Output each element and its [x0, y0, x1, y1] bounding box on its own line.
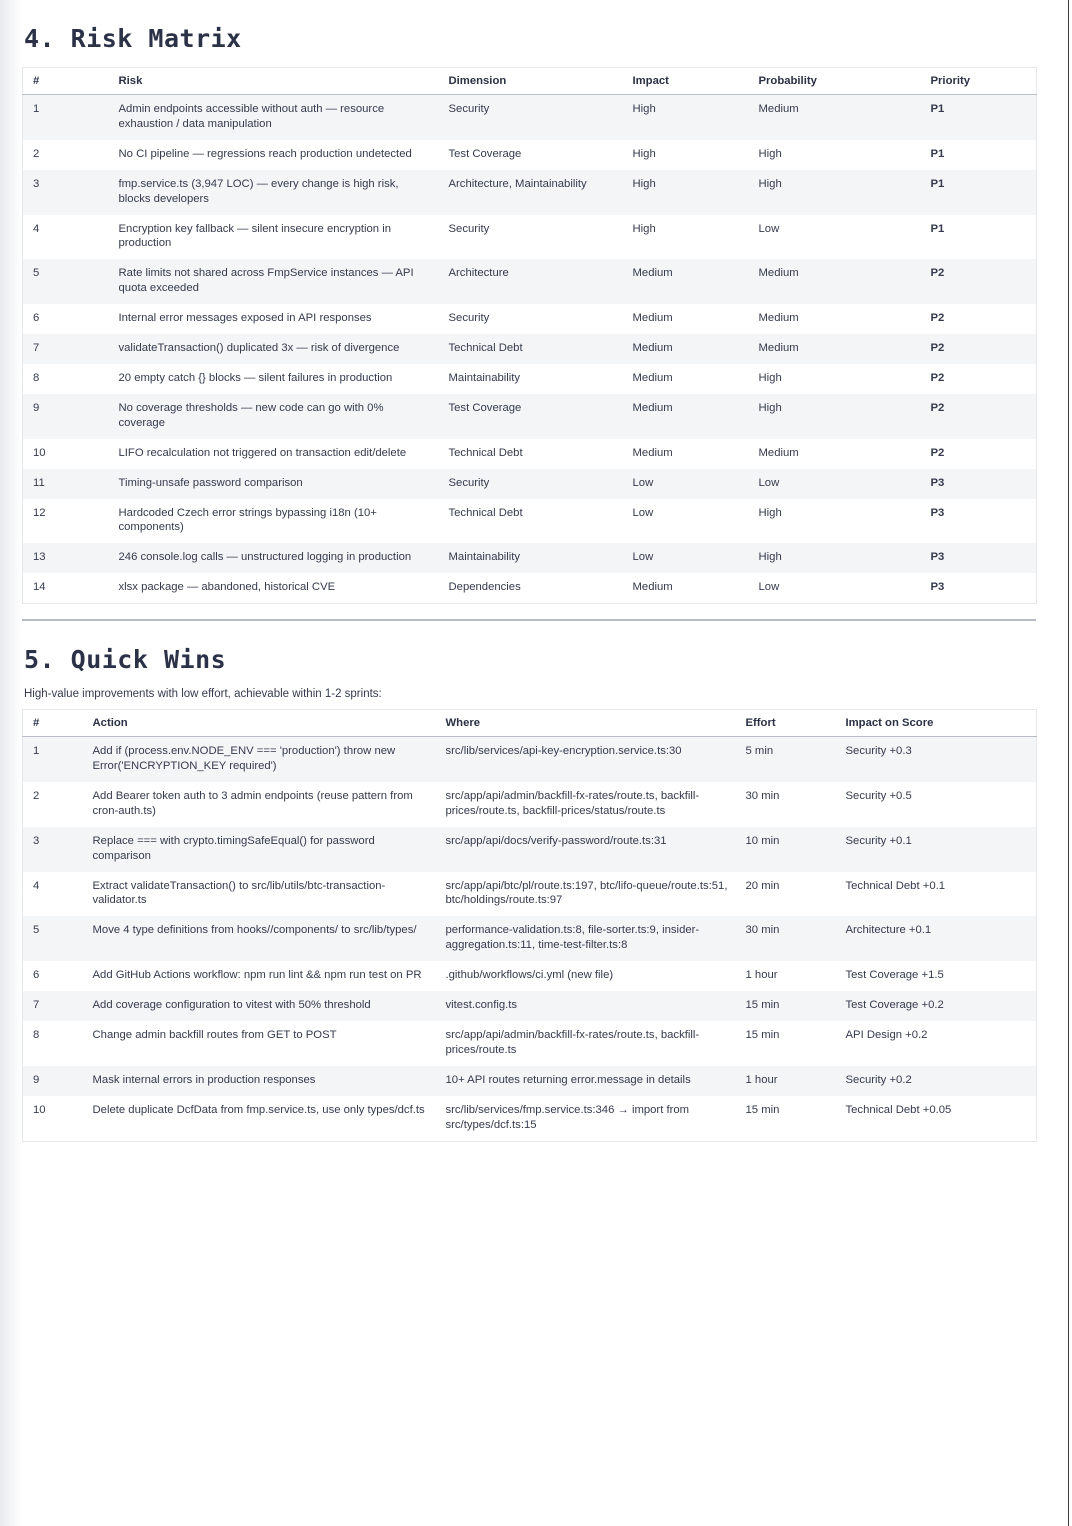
cell-number: 5	[33, 267, 40, 280]
cell-action: Replace === with crypto.timingSafeEqual() for password comparison	[92, 834, 375, 862]
cell-impact: High	[632, 147, 656, 160]
section-heading-risk-matrix: 4. Risk Matrix	[24, 24, 242, 53]
table-row	[23, 140, 1037, 170]
quick-wins-table	[22, 709, 1037, 1141]
cell-effort: 20 min	[745, 879, 780, 892]
column-header-number: #	[23, 710, 83, 737]
cell-priority: P3	[930, 506, 945, 519]
cell-priority: P2	[930, 446, 945, 459]
quick-wins-intro-text: High-value improvements with low effort, achievable within 1-2 sprints:	[24, 688, 382, 701]
table-row	[23, 394, 1037, 439]
cell-action: Add coverage configuration to vitest with 50% threshold	[92, 999, 371, 1012]
table-row	[23, 543, 1037, 573]
cell-dimension: Technical Debt	[448, 342, 523, 355]
cell-probability: Medium	[758, 103, 799, 115]
cell-number: 12	[33, 506, 46, 519]
cell-impact: Medium	[632, 312, 673, 325]
table-header-row	[23, 710, 1037, 737]
cell-impact-on-score: Test Coverage +0.2	[845, 999, 944, 1012]
cell-probability: Low	[758, 476, 780, 489]
cell-number: 2	[33, 789, 40, 802]
cell-number: 8	[33, 371, 40, 384]
cell-effort: 30 min	[745, 789, 780, 802]
cell-number: 14	[33, 581, 46, 594]
section-heading-quick-wins: 5. Quick Wins	[24, 645, 227, 675]
cell-action: Move 4 type definitions from hooks//components/ to src/lib/types/	[92, 924, 417, 937]
cell-dimension: Technical Debt	[448, 506, 523, 519]
cell-action: Add Bearer token auth to 3 admin endpoints (reuse pattern from cron-auth.ts)	[92, 789, 413, 817]
cell-action: Delete duplicate DcfData from fmp.service.ts, use only types/dcf.ts	[92, 1103, 425, 1116]
cell-risk: No CI pipeline — regressions reach production undetected	[118, 147, 412, 160]
cell-number: 6	[33, 312, 40, 325]
cell-priority: P1	[930, 222, 945, 235]
cell-action: Change admin backfill routes from GET to POST	[92, 1029, 337, 1041]
cell-where: src/app/api/btc/pl/route.ts:197, btc/lifo-queue/route.ts:51, btc/holdings/route.ts:97	[445, 879, 728, 907]
cell-priority: P1	[930, 147, 945, 160]
cell-impact: High	[632, 222, 656, 235]
table-row	[23, 259, 1037, 304]
cell-number: 2	[33, 147, 40, 160]
cell-number: 3	[33, 177, 40, 190]
table-header-row	[23, 68, 1037, 95]
cell-impact-on-score: Security +0.5	[845, 789, 912, 802]
cell-number: 6	[33, 969, 40, 982]
cell-number: 7	[33, 342, 40, 355]
cell-probability: High	[758, 371, 782, 384]
column-header-where: Where	[436, 710, 736, 737]
cell-priority: P3	[930, 476, 945, 489]
cell-risk: Internal error messages exposed in API responses	[118, 312, 372, 325]
cell-dimension: Security	[448, 103, 490, 115]
table-row	[23, 439, 1037, 469]
cell-effort: 15 min	[745, 1103, 780, 1116]
cell-number: 13	[33, 551, 46, 564]
cell-impact-on-score: Test Coverage +1.5	[845, 969, 944, 982]
cell-probability: Medium	[758, 267, 799, 280]
cell-impact-on-score: Technical Debt +0.05	[845, 1103, 952, 1116]
cell-probability: Medium	[758, 446, 799, 459]
cell-where: vitest.config.ts	[445, 999, 518, 1012]
table-row	[23, 1096, 1037, 1141]
cell-priority: P2	[930, 401, 945, 414]
risk-matrix-table-header	[23, 68, 1037, 95]
cell-impact-on-score: Security +0.2	[845, 1073, 912, 1086]
table-row	[23, 961, 1037, 991]
cell-where: src/app/api/admin/backfill-fx-rates/route.ts, backfill-prices/route.ts	[445, 1029, 700, 1056]
cell-risk: Encryption key fallback — silent insecure encryption in production	[118, 222, 392, 250]
cell-impact: Low	[632, 506, 654, 519]
cell-priority: P2	[930, 267, 945, 280]
table-row	[23, 469, 1037, 499]
column-header-number: #	[23, 68, 109, 95]
cell-where: 10+ API routes returning error.message in details	[445, 1073, 691, 1086]
column-header-risk: Risk	[109, 68, 439, 95]
cell-dimension: Architecture, Maintainability	[448, 177, 587, 190]
cell-risk: Rate limits not shared across FmpService instances — API quota exceeded	[118, 267, 414, 295]
cell-priority: P3	[930, 551, 945, 564]
cell-action: Extract validateTransaction() to src/lib/utils/btc-transaction-validator.ts	[92, 879, 386, 907]
cell-impact: Medium	[632, 371, 673, 384]
table-row	[23, 573, 1037, 603]
table-row	[23, 170, 1037, 215]
cell-risk: 246 console.log calls — unstructured logging in production	[118, 551, 412, 564]
cell-dimension: Security	[448, 312, 490, 325]
cell-risk: validateTransaction() duplicated 3x — risk of divergence	[118, 342, 400, 355]
cell-impact-on-score: Security +0.1	[845, 834, 912, 847]
cell-impact: Medium	[632, 581, 673, 594]
column-header-effort: Effort	[736, 710, 836, 737]
cell-probability: High	[758, 147, 782, 160]
table-row	[23, 1066, 1037, 1096]
quick-wins-table-body	[23, 737, 1037, 1141]
cell-impact-on-score: Technical Debt +0.1	[845, 879, 946, 892]
cell-effort: 5 min	[745, 745, 774, 758]
cell-risk: fmp.service.ts (3,947 LOC) — every change is high risk, blocks developers	[118, 177, 399, 205]
column-header-dimension: Dimension	[439, 68, 623, 95]
cell-effort: 30 min	[745, 924, 780, 937]
cell-effort: 1 hour	[745, 969, 778, 982]
cell-dimension: Maintainability	[448, 371, 521, 384]
cell-effort: 10 min	[745, 834, 780, 847]
cell-where: src/app/api/admin/backfill-fx-rates/route.ts, backfill-prices/route.ts, backfill-prices/status/route.ts	[445, 789, 700, 817]
column-header-impact: Impact	[623, 68, 749, 95]
cell-dimension: Security	[448, 222, 490, 235]
risk-matrix-table-body	[23, 95, 1037, 604]
cell-number: 7	[33, 999, 40, 1012]
cell-number: 3	[33, 834, 40, 847]
table-row	[23, 304, 1037, 334]
cell-probability: Low	[758, 581, 780, 594]
cell-priority: P1	[930, 177, 945, 190]
cell-probability: Medium	[758, 312, 799, 325]
cell-dimension: Technical Debt	[448, 446, 523, 459]
table-row	[23, 872, 1037, 917]
cell-number: 4	[33, 879, 40, 892]
cell-number: 1	[33, 103, 40, 115]
cell-impact: High	[632, 103, 656, 115]
cell-probability: High	[758, 401, 782, 414]
cell-impact: High	[632, 177, 656, 190]
table-row	[23, 991, 1037, 1021]
cell-dimension: Security	[448, 476, 490, 489]
table-row	[23, 215, 1037, 260]
cell-number: 1	[33, 745, 40, 758]
risk-matrix-table	[22, 67, 1037, 604]
cell-effort: 15 min	[745, 1029, 780, 1041]
cell-dimension: Test Coverage	[448, 401, 522, 414]
table-row	[23, 499, 1037, 544]
cell-number: 10	[33, 1103, 46, 1116]
cell-risk: Hardcoded Czech error strings bypassing i18n (10+ components)	[118, 506, 377, 534]
cell-priority: P3	[930, 581, 945, 594]
table-row	[23, 737, 1037, 782]
cell-impact: Medium	[632, 401, 673, 414]
cell-effort: 15 min	[745, 999, 780, 1012]
cell-probability: Medium	[758, 342, 799, 355]
table-row	[23, 916, 1037, 961]
cell-where: performance-validation.ts:8, file-sorter.ts:9, insider-aggregation.ts:11, time-test-filter.ts:8	[445, 924, 700, 952]
cell-risk: No coverage thresholds — new code can go with 0% coverage	[118, 401, 384, 429]
cell-impact-on-score: API Design +0.2	[845, 1029, 928, 1041]
cell-where: src/app/api/docs/verify-password/route.ts:31	[445, 834, 667, 847]
cell-number: 11	[33, 476, 45, 489]
cell-where: src/lib/services/fmp.service.ts:346 → import from src/types/dcf.ts:15	[445, 1103, 690, 1131]
cell-impact: Medium	[632, 267, 673, 280]
column-header-impact-on-score: Impact on Score	[836, 710, 1037, 737]
table-row	[23, 1021, 1037, 1066]
cell-action: Add GitHub Actions workflow: npm run lint && npm run test on PR	[92, 969, 422, 982]
cell-impact: Low	[632, 551, 654, 564]
cell-dimension: Dependencies	[448, 581, 521, 594]
cell-risk: 20 empty catch {} blocks — silent failures in production	[118, 371, 393, 384]
cell-risk: Timing-unsafe password comparison	[118, 476, 303, 489]
cell-impact-on-score: Architecture +0.1	[845, 924, 932, 937]
table-row	[23, 364, 1037, 394]
cell-where: .github/workflows/ci.yml (new file)	[445, 969, 614, 982]
cell-action: Mask internal errors in production responses	[92, 1073, 316, 1086]
cell-probability: High	[758, 506, 782, 519]
cell-priority: P2	[930, 371, 945, 384]
cell-priority: P2	[930, 312, 945, 325]
cell-dimension: Architecture	[448, 267, 509, 280]
column-header-action: Action	[83, 710, 436, 737]
cell-risk: LIFO recalculation not triggered on transaction edit/delete	[118, 446, 407, 459]
table-row	[23, 782, 1037, 827]
cell-effort: 1 hour	[745, 1073, 778, 1086]
column-header-priority: Priority	[921, 68, 1037, 95]
cell-impact: Medium	[632, 446, 673, 459]
cell-number: 5	[33, 924, 40, 937]
cell-probability: Low	[758, 222, 780, 235]
cell-number: 10	[33, 446, 46, 459]
quick-wins-table-header	[23, 710, 1037, 737]
cell-impact: Medium	[632, 342, 673, 355]
cell-where: src/lib/services/api-key-encryption.service.ts:30	[445, 745, 682, 758]
column-header-probability: Probability	[749, 68, 921, 95]
cell-impact: Low	[632, 476, 654, 489]
cell-priority: P1	[930, 103, 945, 115]
cell-dimension: Maintainability	[448, 551, 521, 564]
cell-risk: Admin endpoints accessible without auth — resource exhaustion / data manipulation	[118, 103, 385, 130]
cell-number: 8	[33, 1029, 40, 1041]
table-row	[23, 827, 1037, 872]
cell-probability: High	[758, 551, 782, 564]
cell-priority: P2	[930, 342, 945, 355]
cell-action: Add if (process.env.NODE_ENV === 'production') throw new Error('ENCRYPTION_KEY required')	[92, 745, 396, 773]
cell-probability: High	[758, 177, 782, 190]
cell-number: 9	[33, 1073, 40, 1086]
cell-impact-on-score: Security +0.3	[845, 745, 912, 758]
cell-number: 9	[33, 401, 40, 414]
cell-risk: xlsx package — abandoned, historical CVE	[118, 581, 336, 594]
table-row	[23, 334, 1037, 364]
table-row	[23, 95, 1037, 140]
cell-number: 4	[33, 222, 40, 235]
cell-dimension: Test Coverage	[448, 147, 522, 160]
